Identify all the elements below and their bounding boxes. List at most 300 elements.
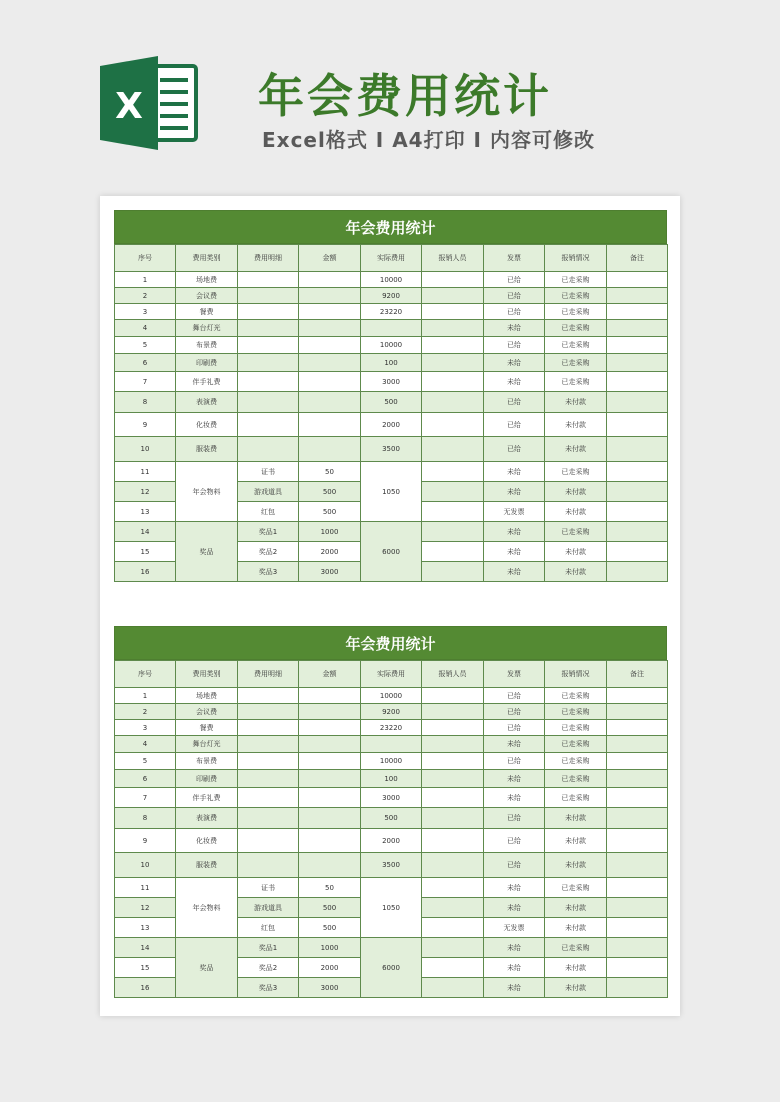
table-cell: 未给 xyxy=(484,938,545,958)
cost-table-1 xyxy=(114,210,667,582)
table-cell: 已给 xyxy=(484,272,545,288)
table-cell xyxy=(238,304,299,320)
cost-table xyxy=(114,244,668,582)
table-cell: 已走采购 xyxy=(545,736,607,753)
column-header: 实际费用 xyxy=(361,245,422,272)
table-cell xyxy=(361,320,422,337)
table-cell xyxy=(422,354,484,372)
table-cell: 3 xyxy=(115,304,176,320)
table-row xyxy=(115,320,668,337)
merged-actual-cell: 1050 xyxy=(361,878,422,938)
table-cell xyxy=(422,337,484,354)
table-cell: 500 xyxy=(299,502,361,522)
table-cell: 奖品3 xyxy=(238,562,299,582)
table-cell: 100 xyxy=(361,354,422,372)
table-cell: 500 xyxy=(299,898,361,918)
table-cell: 9 xyxy=(115,829,176,853)
table-row xyxy=(115,704,668,720)
table-cell: 2000 xyxy=(299,958,361,978)
table-cell: 500 xyxy=(299,918,361,938)
column-header: 费用明细 xyxy=(238,661,299,688)
table-cell: 未付款 xyxy=(545,918,607,938)
table-cell: 14 xyxy=(115,522,176,542)
table-cell xyxy=(607,562,668,582)
table-cell: 3 xyxy=(115,720,176,736)
table-cell: 奖品1 xyxy=(238,938,299,958)
table-cell: 10000 xyxy=(361,272,422,288)
table-cell xyxy=(361,736,422,753)
table-cell xyxy=(299,320,361,337)
table-cell xyxy=(422,829,484,853)
table-cell: 已给 xyxy=(484,808,545,829)
table-cell xyxy=(607,462,668,482)
table-cell: 3000 xyxy=(299,978,361,998)
table-cell xyxy=(422,878,484,898)
table-cell: 13 xyxy=(115,502,176,522)
table-cell: 已走采购 xyxy=(545,688,607,704)
table-cell: 13 xyxy=(115,918,176,938)
table-cell: 伴手礼费 xyxy=(176,788,238,808)
table-cell: 10 xyxy=(115,853,176,878)
table-row xyxy=(115,372,668,392)
table-cell: 已给 xyxy=(484,413,545,437)
table-cell xyxy=(422,938,484,958)
table-cell xyxy=(607,788,668,808)
table-cell: 表演费 xyxy=(176,808,238,829)
table-cell: 已走采购 xyxy=(545,753,607,770)
table-row xyxy=(115,462,668,482)
table-cell: 500 xyxy=(361,392,422,413)
table-cell xyxy=(607,522,668,542)
table-row xyxy=(115,878,668,898)
table-cell: 已走采购 xyxy=(545,462,607,482)
table-cell xyxy=(299,720,361,736)
table-cell xyxy=(238,688,299,704)
table-cell xyxy=(238,808,299,829)
table-cell: 未给 xyxy=(484,320,545,337)
table-cell xyxy=(299,788,361,808)
table-cell: 16 xyxy=(115,978,176,998)
table-cell xyxy=(299,272,361,288)
table-cell: 未付款 xyxy=(545,437,607,462)
table-cell xyxy=(607,688,668,704)
table-cell: 奖品2 xyxy=(238,542,299,562)
table-cell: 已给 xyxy=(484,853,545,878)
table-cell: 餐费 xyxy=(176,304,238,320)
table-cell: 未给 xyxy=(484,898,545,918)
cost-table-2 xyxy=(114,626,667,998)
column-header: 费用类别 xyxy=(176,661,238,688)
table-cell xyxy=(607,272,668,288)
table-cell: 已走采购 xyxy=(545,337,607,354)
table-cell: 已走采购 xyxy=(545,704,607,720)
merged-category-cell: 奖品 xyxy=(176,938,238,998)
table-cell xyxy=(422,978,484,998)
table-row xyxy=(115,720,668,736)
table-cell xyxy=(299,337,361,354)
column-header: 序号 xyxy=(115,245,176,272)
table-cell: 未给 xyxy=(484,372,545,392)
table-cell xyxy=(422,736,484,753)
table-cell: 2000 xyxy=(361,829,422,853)
column-header: 费用类别 xyxy=(176,245,238,272)
table-row xyxy=(115,304,668,320)
table-cell: 未给 xyxy=(484,462,545,482)
table-cell: 未给 xyxy=(484,482,545,502)
table-cell xyxy=(607,978,668,998)
table-cell: 23220 xyxy=(361,304,422,320)
excel-logo-icon xyxy=(100,56,200,150)
table-cell: 500 xyxy=(361,808,422,829)
table-cell xyxy=(299,392,361,413)
table-cell: 5 xyxy=(115,337,176,354)
table-row xyxy=(115,829,668,853)
table-cell: 2000 xyxy=(361,413,422,437)
table-cell: 已走采购 xyxy=(545,788,607,808)
table-cell xyxy=(422,522,484,542)
table-cell xyxy=(238,337,299,354)
table-cell xyxy=(422,272,484,288)
table-cell: 已走采购 xyxy=(545,938,607,958)
table-row xyxy=(115,938,668,958)
table-cell xyxy=(238,720,299,736)
table-cell: 红包 xyxy=(238,918,299,938)
table-cell: 场地费 xyxy=(176,272,238,288)
table-cell xyxy=(238,829,299,853)
table-cell: 100 xyxy=(361,770,422,788)
merged-category-cell: 年会物料 xyxy=(176,462,238,522)
table-cell xyxy=(607,808,668,829)
table-cell: 服装费 xyxy=(176,853,238,878)
table-row xyxy=(115,288,668,304)
page-header xyxy=(0,0,780,200)
table-cell xyxy=(422,958,484,978)
table-cell: 10000 xyxy=(361,688,422,704)
table-cell xyxy=(238,753,299,770)
table-cell: 会议费 xyxy=(176,704,238,720)
table-cell xyxy=(299,770,361,788)
table-row xyxy=(115,788,668,808)
table-cell xyxy=(238,853,299,878)
merged-category-cell: 年会物料 xyxy=(176,878,238,938)
table-cell xyxy=(422,437,484,462)
table-cell xyxy=(607,304,668,320)
table-cell xyxy=(422,392,484,413)
column-header: 实际费用 xyxy=(361,661,422,688)
table-cell: 已给 xyxy=(484,337,545,354)
column-header: 序号 xyxy=(115,661,176,688)
table-cell xyxy=(607,542,668,562)
table-cell: 16 xyxy=(115,562,176,582)
column-header: 报销情况 xyxy=(545,245,607,272)
header-row xyxy=(115,661,668,688)
table-cell xyxy=(238,770,299,788)
table-cell: 2 xyxy=(115,704,176,720)
column-header: 费用明细 xyxy=(238,245,299,272)
table-cell: 已走采购 xyxy=(545,320,607,337)
table-cell xyxy=(607,753,668,770)
table-cell: 4 xyxy=(115,320,176,337)
table-cell: 化妆费 xyxy=(176,413,238,437)
table-cell xyxy=(422,320,484,337)
table-cell: 已走采购 xyxy=(545,878,607,898)
table-cell: 8 xyxy=(115,392,176,413)
table-cell: 布景费 xyxy=(176,753,238,770)
table-cell xyxy=(607,502,668,522)
table-cell: 未付款 xyxy=(545,482,607,502)
table-cell: 奖品1 xyxy=(238,522,299,542)
table-cell xyxy=(422,462,484,482)
table-title: 年会费用统计 xyxy=(114,626,667,660)
table-row xyxy=(115,413,668,437)
header-row xyxy=(115,245,668,272)
table-cell: 已走采购 xyxy=(545,522,607,542)
table-cell xyxy=(607,288,668,304)
table-cell xyxy=(422,898,484,918)
table-cell: 6 xyxy=(115,770,176,788)
page-title: 年会费用统计 xyxy=(258,69,552,123)
table-cell: 9200 xyxy=(361,288,422,304)
table-cell: 9200 xyxy=(361,704,422,720)
table-cell xyxy=(422,304,484,320)
merged-actual-cell: 1050 xyxy=(361,462,422,522)
merged-category-cell: 奖品 xyxy=(176,522,238,582)
table-cell: 已给 xyxy=(484,392,545,413)
table-cell: 2 xyxy=(115,288,176,304)
column-header: 金额 xyxy=(299,245,361,272)
table-cell: 已走采购 xyxy=(545,372,607,392)
cost-table xyxy=(114,660,668,998)
logo-letter: X xyxy=(115,86,143,127)
table-cell xyxy=(422,788,484,808)
table-cell: 未付款 xyxy=(545,392,607,413)
table-cell: 未付款 xyxy=(545,542,607,562)
table-cell xyxy=(238,372,299,392)
table-cell: 已走采购 xyxy=(545,354,607,372)
table-cell: 未付款 xyxy=(545,978,607,998)
table-cell: 11 xyxy=(115,462,176,482)
table-row xyxy=(115,337,668,354)
table-cell xyxy=(238,288,299,304)
table-row xyxy=(115,808,668,829)
table-cell: 布景费 xyxy=(176,337,238,354)
table-cell: 10000 xyxy=(361,337,422,354)
table-cell: 未给 xyxy=(484,878,545,898)
table-cell xyxy=(607,829,668,853)
table-cell: 4 xyxy=(115,736,176,753)
table-cell xyxy=(607,413,668,437)
table-cell xyxy=(299,853,361,878)
table-cell xyxy=(607,704,668,720)
table-cell: 10 xyxy=(115,437,176,462)
column-header: 备注 xyxy=(607,661,668,688)
table-cell: 未付款 xyxy=(545,853,607,878)
table-cell: 已给 xyxy=(484,437,545,462)
table-row xyxy=(115,522,668,542)
table-cell xyxy=(299,753,361,770)
table-cell: 舞台灯光 xyxy=(176,736,238,753)
table-cell: 会议费 xyxy=(176,288,238,304)
table-cell xyxy=(607,958,668,978)
table-row xyxy=(115,853,668,878)
table-cell: 场地费 xyxy=(176,688,238,704)
table-cell xyxy=(607,853,668,878)
table-cell: 11 xyxy=(115,878,176,898)
table-cell: 500 xyxy=(299,482,361,502)
table-cell: 未给 xyxy=(484,978,545,998)
table-cell: 游戏道具 xyxy=(238,482,299,502)
table-cell xyxy=(422,704,484,720)
table-cell xyxy=(299,808,361,829)
table-cell: 已走采购 xyxy=(545,288,607,304)
table-cell: 已给 xyxy=(484,829,545,853)
table-cell: 已走采购 xyxy=(545,720,607,736)
table-cell: 未付款 xyxy=(545,562,607,582)
table-cell: 6 xyxy=(115,354,176,372)
table-cell: 未给 xyxy=(484,542,545,562)
table-cell: 3000 xyxy=(299,562,361,582)
table-cell: 未付款 xyxy=(545,808,607,829)
table-cell xyxy=(238,788,299,808)
table-cell: 已给 xyxy=(484,720,545,736)
table-cell: 游戏道具 xyxy=(238,898,299,918)
column-header: 报销情况 xyxy=(545,661,607,688)
table-cell xyxy=(299,354,361,372)
table-row xyxy=(115,770,668,788)
table-cell xyxy=(422,372,484,392)
table-cell: 已给 xyxy=(484,704,545,720)
table-cell xyxy=(238,704,299,720)
table-cell: 1000 xyxy=(299,938,361,958)
table-cell: 14 xyxy=(115,938,176,958)
table-cell: 3500 xyxy=(361,437,422,462)
table-cell: 已给 xyxy=(484,753,545,770)
table-row xyxy=(115,392,668,413)
table-cell: 证书 xyxy=(238,462,299,482)
table-cell xyxy=(607,337,668,354)
table-cell: 5 xyxy=(115,753,176,770)
table-cell: 9 xyxy=(115,413,176,437)
table-cell xyxy=(238,736,299,753)
table-cell: 已走采购 xyxy=(545,272,607,288)
merged-actual-cell: 6000 xyxy=(361,522,422,582)
table-cell xyxy=(607,392,668,413)
table-cell xyxy=(607,354,668,372)
table-cell: 未给 xyxy=(484,736,545,753)
table-cell: 未付款 xyxy=(545,898,607,918)
table-cell: 15 xyxy=(115,958,176,978)
table-title: 年会费用统计 xyxy=(114,210,667,244)
table-cell: 证书 xyxy=(238,878,299,898)
table-cell: 未给 xyxy=(484,770,545,788)
table-cell: 12 xyxy=(115,482,176,502)
table-cell xyxy=(238,392,299,413)
table-cell xyxy=(422,482,484,502)
table-cell xyxy=(238,272,299,288)
table-cell: 未付款 xyxy=(545,413,607,437)
table-cell: 12 xyxy=(115,898,176,918)
table-cell: 无发票 xyxy=(484,918,545,938)
table-cell: 未给 xyxy=(484,522,545,542)
page-subtitle: Excel格式 I A4打印 I 内容可修改 xyxy=(262,128,595,152)
table-cell: 8 xyxy=(115,808,176,829)
table-cell: 未付款 xyxy=(545,502,607,522)
table-cell xyxy=(299,304,361,320)
table-cell xyxy=(422,918,484,938)
table-row xyxy=(115,736,668,753)
table-cell: 化妆费 xyxy=(176,829,238,853)
table-cell: 伴手礼费 xyxy=(176,372,238,392)
table-cell xyxy=(607,878,668,898)
table-cell: 50 xyxy=(299,878,361,898)
table-row xyxy=(115,753,668,770)
column-header: 金额 xyxy=(299,661,361,688)
table-cell xyxy=(299,736,361,753)
table-cell xyxy=(607,770,668,788)
table-cell: 1 xyxy=(115,688,176,704)
table-cell xyxy=(422,753,484,770)
table-cell: 表演费 xyxy=(176,392,238,413)
table-cell xyxy=(299,704,361,720)
column-header: 发票 xyxy=(484,661,545,688)
table-cell: 已给 xyxy=(484,288,545,304)
table-cell xyxy=(422,808,484,829)
table-cell: 印刷费 xyxy=(176,354,238,372)
column-header: 发票 xyxy=(484,245,545,272)
table-cell: 未给 xyxy=(484,354,545,372)
table-cell: 已走采购 xyxy=(545,770,607,788)
table-cell: 3500 xyxy=(361,853,422,878)
table-cell: 50 xyxy=(299,462,361,482)
table-cell xyxy=(238,413,299,437)
table-cell: 3000 xyxy=(361,788,422,808)
table-cell xyxy=(607,437,668,462)
table-cell: 已给 xyxy=(484,304,545,320)
table-row xyxy=(115,688,668,704)
table-cell xyxy=(238,437,299,462)
column-header: 报销人员 xyxy=(422,661,484,688)
table-cell: 7 xyxy=(115,372,176,392)
table-cell: 未给 xyxy=(484,562,545,582)
column-header: 报销人员 xyxy=(422,245,484,272)
table-cell: 红包 xyxy=(238,502,299,522)
table-row xyxy=(115,437,668,462)
column-header: 备注 xyxy=(607,245,668,272)
table-cell xyxy=(607,736,668,753)
table-cell xyxy=(607,482,668,502)
table-cell xyxy=(238,354,299,372)
table-cell xyxy=(422,288,484,304)
table-cell xyxy=(607,938,668,958)
table-cell xyxy=(299,288,361,304)
table-cell xyxy=(607,720,668,736)
table-cell: 服装费 xyxy=(176,437,238,462)
table-cell xyxy=(422,770,484,788)
table-cell xyxy=(299,437,361,462)
table-cell xyxy=(238,320,299,337)
table-cell xyxy=(607,918,668,938)
table-cell xyxy=(299,372,361,392)
table-row xyxy=(115,354,668,372)
table-cell: 奖品3 xyxy=(238,978,299,998)
table-cell: 已走采购 xyxy=(545,304,607,320)
table-cell: 无发票 xyxy=(484,502,545,522)
table-cell: 已给 xyxy=(484,688,545,704)
table-cell: 未付款 xyxy=(545,958,607,978)
table-cell xyxy=(607,372,668,392)
table-cell xyxy=(422,542,484,562)
table-cell: 1 xyxy=(115,272,176,288)
